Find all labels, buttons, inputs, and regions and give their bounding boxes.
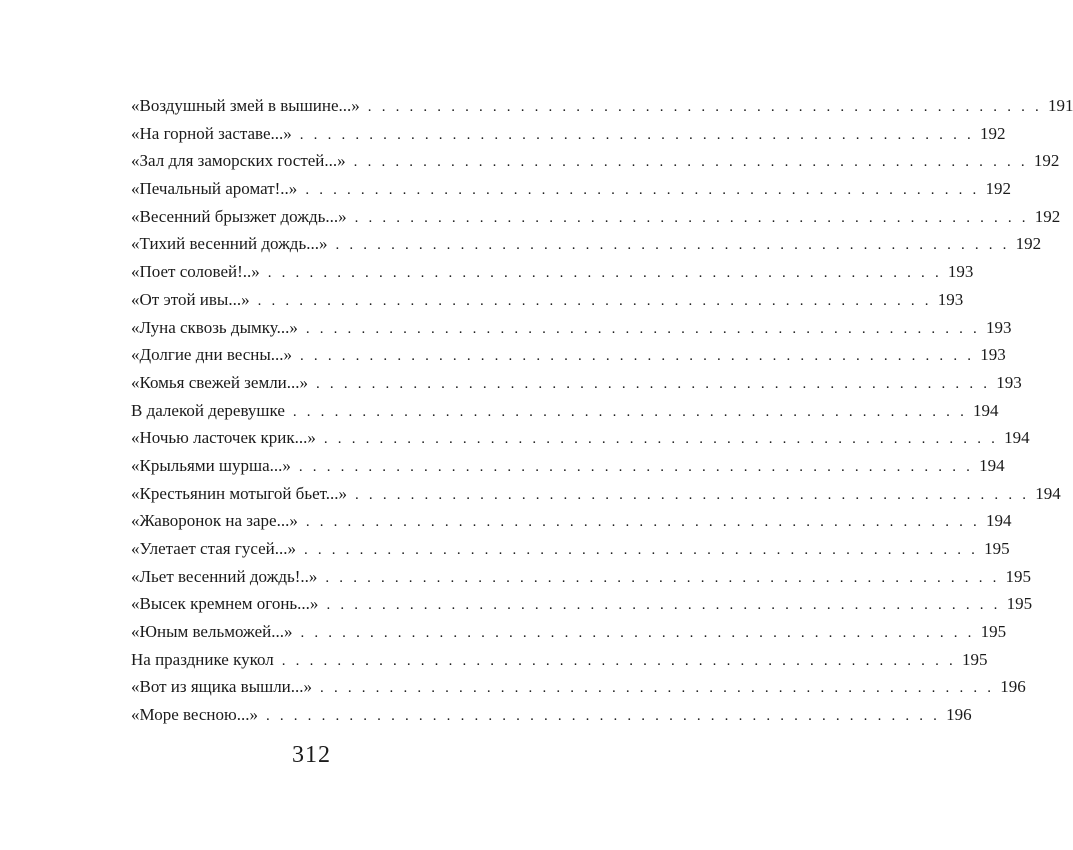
toc-entry bbox=[131, 480, 1061, 508]
page-number: 312 bbox=[292, 742, 331, 768]
toc-entry bbox=[131, 341, 1006, 369]
toc-entry-page: 192 bbox=[1015, 234, 1042, 254]
toc-entry bbox=[131, 590, 1033, 618]
toc-entry-title: «Долгие дни весны...» bbox=[131, 345, 293, 365]
toc-dot-leader: . . . . . . . . . . . . . . . . . . . . . . . . . . . . . . . . . . . . . . . . . . . . . . . . . bbox=[326, 597, 1001, 614]
toc-entry-page: 195 bbox=[984, 539, 1010, 558]
toc-dot-leader: . . . . . . . . . . . . . . . . . . . . . . . . . . . . . . . . . . . . . . . . . . . . . . . . . bbox=[335, 237, 1010, 254]
toc-entry-page: 192 bbox=[985, 179, 1011, 199]
toc-dot-leader: . . . . . . . . . . . . . . . . . . . . . . . . . . . . . . . . . . . . . . . . . . . . . . . . . bbox=[353, 154, 1028, 171]
toc-entry-page: 195 bbox=[961, 649, 988, 669]
toc-dot-leader: . . . . . . . . . . . . . . . . . . . . . . . . . . . . . . . . . . . . . . . . . . . . . . . . . bbox=[355, 486, 1030, 503]
toc-entry-page: 196 bbox=[946, 705, 972, 725]
toc-entry bbox=[131, 673, 1026, 701]
toc-entry-title: «Печальный аромат!..» bbox=[131, 179, 298, 199]
toc-entry-title: «Высек кремнем огонь...» bbox=[131, 594, 319, 614]
toc-entry bbox=[131, 120, 1006, 148]
toc-entry-title: «Луна сквозь дымку...» bbox=[131, 317, 298, 337]
toc-entry bbox=[131, 147, 1060, 175]
toc-entry-page: 194 bbox=[1004, 428, 1030, 448]
toc-dot-leader: . . . . . . . . . . . . . . . . . . . . . . . . . . . . . . . . . . . . . . . . . . . . . . . . . bbox=[300, 348, 975, 365]
toc-entry bbox=[131, 424, 1030, 452]
toc-entry-title: «Вот из ящика вышли...» bbox=[131, 677, 313, 697]
toc-dot-leader: . . . . . . . . . . . . . . . . . . . . . . . . . . . . . . . . . . . . . . . . . . . . . . . . . bbox=[325, 569, 1000, 586]
toc-entry-page: 195 bbox=[1005, 566, 1032, 586]
toc-dot-leader: . . . . . . . . . . . . . . . . . . . . . . . . . . . . . . . . . . . . . . . . . . . . . . . . . bbox=[300, 625, 975, 642]
toc-entry bbox=[131, 314, 1012, 342]
toc-entry bbox=[131, 452, 1005, 480]
toc-entry-title: «Море весною...» bbox=[131, 705, 258, 725]
toc-entry-title: «Тихий весенний дождь...» bbox=[131, 234, 328, 254]
toc-entry bbox=[131, 397, 999, 425]
toc-entry-page: 194 bbox=[985, 511, 1012, 531]
toc-entry bbox=[131, 92, 1073, 120]
toc-entry-title: «Поет соловей!..» bbox=[131, 262, 260, 282]
toc-dot-leader: . . . . . . . . . . . . . . . . . . . . . . . . . . . . . . . . . . . . . . . . . . . . . . . . . bbox=[265, 708, 941, 725]
toc-dot-leader: . . . . . . . . . . . . . . . . . . . . . . . . . . . . . . . . . . . . . . . . . . . . . . . . . bbox=[316, 375, 991, 392]
toc-entry-title: «Жаворонок на заре...» bbox=[131, 511, 298, 531]
toc-entry-page: 194 bbox=[1035, 483, 1061, 503]
toc-entry-title: На празднике кукол bbox=[131, 649, 274, 669]
toc-entry-title: «Юным вельможей...» bbox=[131, 622, 293, 642]
toc-entry bbox=[131, 175, 1011, 203]
toc-entry bbox=[131, 507, 1012, 535]
toc-entry bbox=[131, 618, 1007, 646]
toc-dot-leader: . . . . . . . . . . . . . . . . . . . . . . . . . . . . . . . . . . . . . . . . . . . . . . . . . bbox=[292, 403, 968, 420]
toc-entry bbox=[131, 286, 964, 314]
toc-entry-title: «Комья свежей земли...» bbox=[131, 372, 309, 392]
toc-entry-page: 193 bbox=[947, 262, 974, 282]
toc-entry-title: «Крыльями шурша...» bbox=[131, 455, 291, 475]
toc-entry-page: 191 bbox=[1047, 96, 1073, 115]
toc-entry bbox=[131, 701, 972, 729]
toc-dot-leader: . . . . . . . . . . . . . . . . . . . . . . . . . . . . . . . . . . . . . . . . . . . . . . . . . bbox=[303, 542, 979, 558]
toc-entry-title: «Улетает стая гусей...» bbox=[131, 539, 296, 558]
toc-dot-leader: . . . . . . . . . . . . . . . . . . . . . . . . . . . . . . . . . . . . . . . . . . . . . . . . . bbox=[281, 652, 956, 669]
toc-dot-leader: . . . . . . . . . . . . . . . . . . . . . . . . . . . . . . . . . . . . . . . . . . . . . . . . . bbox=[299, 126, 974, 143]
toc-dot-leader: . . . . . . . . . . . . . . . . . . . . . . . . . . . . . . . . . . . . . . . . . . . . . . . . . bbox=[305, 514, 980, 531]
toc-entry-title: «От этой ивы...» bbox=[131, 289, 250, 309]
toc-dot-leader: . . . . . . . . . . . . . . . . . . . . . . . . . . . . . . . . . . . . . . . . . . . . . . . . . bbox=[298, 458, 974, 475]
toc-entry bbox=[131, 230, 1042, 258]
toc-entry-page: 193 bbox=[980, 345, 1006, 365]
toc-entry-page: 195 bbox=[1006, 594, 1033, 614]
toc-entry-title: «На горной заставе...» bbox=[131, 123, 292, 143]
toc-dot-leader: . . . . . . . . . . . . . . . . . . . . . . . . . . . . . . . . . . . . . . . . . . . . . . . . . bbox=[305, 320, 980, 337]
toc-entry-title: В далекой деревушке bbox=[131, 400, 285, 420]
toc-entry-title: «Зал для заморских гостей...» bbox=[131, 151, 346, 171]
toc-entry bbox=[131, 258, 974, 286]
toc-entry bbox=[131, 369, 1022, 397]
toc-entry-page: 194 bbox=[979, 455, 1005, 475]
toc-dot-leader: . . . . . . . . . . . . . . . . . . . . . . . . . . . . . . . . . . . . . . . . . . . . . . . . . bbox=[305, 182, 980, 199]
toc-entry-page: 195 bbox=[980, 622, 1007, 642]
toc-dot-leader: . . . . . . . . . . . . . . . . . . . . . . . . . . . . . . . . . . . . . . . . . . . . . . . . . bbox=[257, 292, 932, 309]
toc-entry-page: 192 bbox=[1033, 151, 1060, 171]
toc-dot-leader: . . . . . . . . . . . . . . . . . . . . . . . . . . . . . . . . . . . . . . . . . . . . . . . . . bbox=[320, 680, 995, 697]
toc-entry bbox=[131, 646, 988, 674]
toc-entry-title: «Воздушный змей в вышине...» bbox=[131, 96, 360, 115]
toc-entry-page: 193 bbox=[996, 372, 1022, 392]
toc-entry-title: «Льет весенний дождь!..» bbox=[131, 566, 318, 586]
toc-entry-title: «Крестьянин мотыгой бьет...» bbox=[131, 483, 348, 503]
toc-entry-page: 193 bbox=[986, 317, 1012, 337]
toc-entry bbox=[131, 203, 1061, 231]
toc-dot-leader: . . . . . . . . . . . . . . . . . . . . . . . . . . . . . . . . . . . . . . . . . . . . . . . . . bbox=[323, 431, 999, 448]
toc-entry-page: 192 bbox=[979, 123, 1006, 143]
toc-entry-page: 193 bbox=[937, 289, 964, 309]
toc-entry-title: «Весенний брызжет дождь...» bbox=[131, 206, 347, 226]
toc-dot-leader: . . . . . . . . . . . . . . . . . . . . . . . . . . . . . . . . . . . . . . . . . . . . . . . . . bbox=[267, 265, 942, 282]
toc-dot-leader: . . . . . . . . . . . . . . . . . . . . . . . . . . . . . . . . . . . . . . . . . . . . . . . . . bbox=[354, 209, 1029, 226]
toc-entry-page: 196 bbox=[1000, 677, 1026, 697]
toc-entry-page: 192 bbox=[1034, 206, 1061, 226]
toc-entry bbox=[131, 535, 1010, 563]
table-of-contents bbox=[131, 92, 1073, 729]
toc-dot-leader: . . . . . . . . . . . . . . . . . . . . . . . . . . . . . . . . . . . . . . . . . . . . . . . . . bbox=[367, 99, 1042, 115]
toc-entry bbox=[131, 563, 1032, 591]
toc-entry-page: 194 bbox=[973, 400, 999, 420]
toc-entry-title: «Ночью ласточек крик...» bbox=[131, 428, 316, 448]
